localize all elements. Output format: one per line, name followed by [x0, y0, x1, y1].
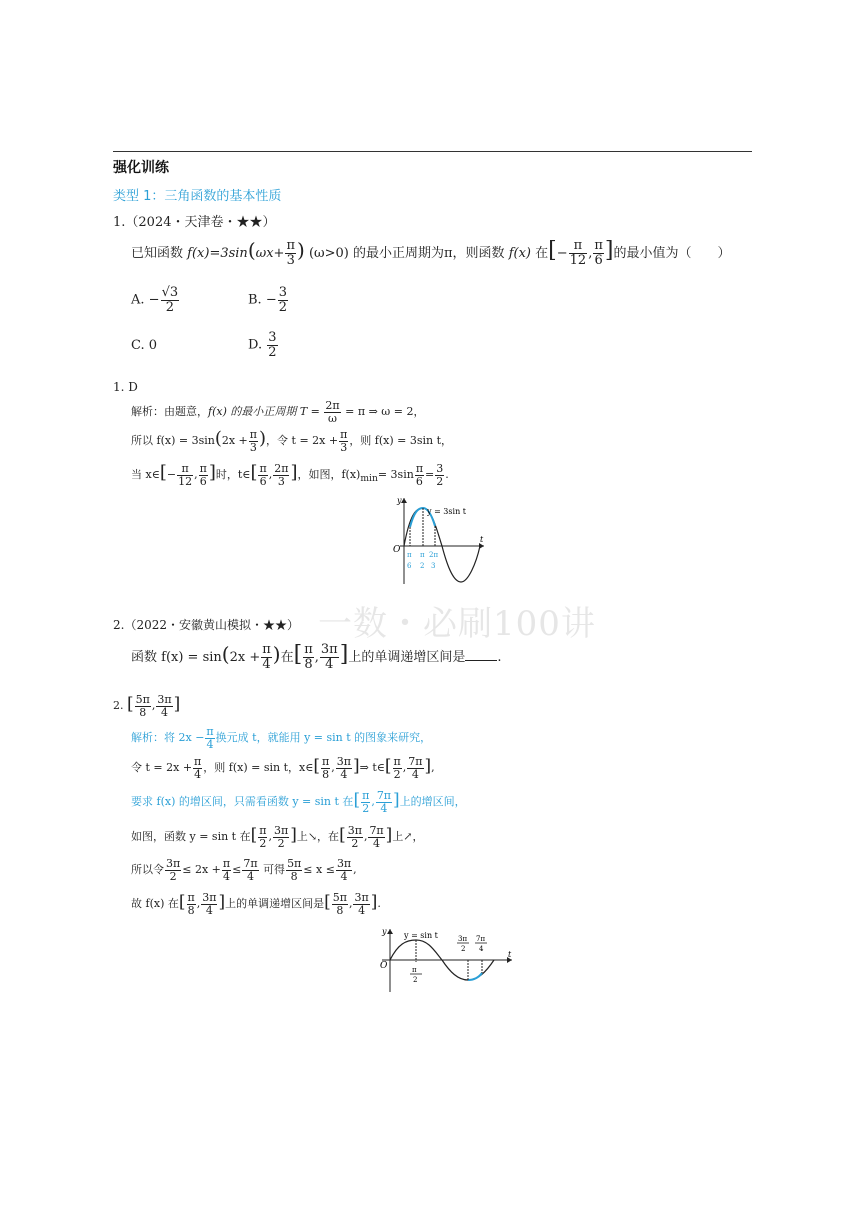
type-label: 类型 1：三角函数的基本性质: [113, 189, 282, 204]
t-label: t: [480, 535, 484, 544]
q2-header: 2.（2022・安徽黄山模拟・★★）: [113, 618, 299, 632]
tick-num: 2π: [429, 551, 439, 559]
tick-den: 2: [420, 562, 425, 570]
y-arrow: [401, 498, 407, 503]
t-label: t: [508, 950, 512, 959]
a2-answer: 2. [ $\frac{5\pi}{8}$ , $\frac{3\pi}{4}$ ]: [113, 693, 181, 719]
y-label: y: [382, 927, 387, 936]
a1-line3: 当 x∈[− $\frac{\pi}{12}$ , $\frac{\pi}{6}$ ]时，t∈[ $\frac{\pi}{6}$ , $\frac{2\pi}{3}$ ]，如图，$f(x)_{min}= 3\sin$ $\frac{\pi}{6}$ = $\frac{3}{2}$ .: [131, 461, 449, 488]
y-arrow: [387, 929, 393, 934]
curve-label: y = 3sin t: [427, 507, 466, 516]
section-title: 强化训练: [113, 160, 169, 176]
sine-curve: [404, 508, 480, 582]
q1-number: 1.: [113, 215, 126, 230]
tick-den: 2: [413, 976, 418, 984]
a2-line2: 令 t = 2x + $\frac{\pi}{4}$ ，则 f(x) = sin t，x∈[ $\frac{\pi}{8}$ , $\frac{3\pi}{4}$ ]⇒ t∈[ $\frac{\pi}{2}$ , $\frac{7\pi}{4}$ ],: [131, 755, 435, 781]
tick-num: π: [420, 551, 425, 559]
a2-sine-graph: [370, 926, 520, 994]
q1-option-a: A. − $\frac{√3}{2}$: [131, 285, 179, 315]
tick-num: 7π: [476, 935, 486, 943]
header-rule: [113, 151, 752, 152]
tick-den: 4: [479, 945, 484, 953]
a2-line6: 故 f(x) 在[ $\frac{\pi}{8}$ , $\frac{3\pi}{4}$ ]上的单调递增区间是[ $\frac{5\pi}{8}$ , $\frac{3\pi}{4}$ ].: [131, 891, 381, 917]
tick-den: 2: [461, 945, 466, 953]
highlight-arc: [468, 973, 482, 980]
answer-blank: [465, 660, 497, 661]
q1-option-c: C. 0: [131, 338, 158, 353]
tick-num: π: [407, 551, 412, 559]
q1-option-b: B. − $\frac{3}{2}$: [248, 285, 287, 315]
a2-hint3: 要求 f(x) 的增区间，只需看函数 y = sin t 在[ $\frac{\pi}{2}$ , $\frac{7\pi}{4}$ ]上的增区间，: [131, 789, 466, 815]
origin-label: O: [393, 545, 401, 555]
q1-source: （2024・天津卷・★★）: [125, 215, 276, 230]
tick-den: 6: [407, 562, 412, 570]
a1-sine-graph: [380, 494, 490, 586]
a1-line2: 所以 f(x) = 3sin(2x + $\frac{\pi}{3}$ )，令 t = 2x + $\frac{\pi}{3}$ ，则 f(x) = 3sin t，: [131, 427, 453, 454]
curve-label: y = sin t: [404, 931, 438, 940]
a2-hint1: 解析：将 2x − $\frac{\pi}{4}$ 换元成 t，就能用 y = sin t 的图象来研究，: [131, 725, 432, 751]
y-label: y: [397, 496, 402, 505]
q2-stem: 函数 f(x) = sin(2x + $\frac{\pi}{4}$ )在[ $\frac{\pi}{8}$ , $\frac{3\pi}{4}$ ]上的单调递增区间是 .: [131, 642, 502, 672]
tick-den: 3: [431, 562, 436, 570]
a2-line5: 所以令 $\frac{3\pi}{2}$ ≤ 2x + $\frac{\pi}{4}$ ≤ $\frac{7\pi}{4}$ 可得 $\frac{5\pi}{8}$ ≤ x ≤ $\frac{3\pi}{4}$ ,: [131, 857, 357, 883]
a2-line4: 如图，函数 y = sin t 在[ $\frac{\pi}{2}$ , $\frac{3\pi}{2}$ ]上↘，在[ $\frac{3\pi}{2}$ , $\frac{7\pi}{4}$ ]上↗，: [131, 824, 424, 850]
watermark: 一数・必刷100讲: [318, 604, 596, 644]
tick-num: 3π: [458, 935, 468, 943]
q1-header: [113, 211, 276, 230]
a1-answer: 1. D: [113, 380, 138, 394]
tick-num: π: [412, 966, 417, 974]
q1-stem: 已知函数 f(x)=3sin(ωx+ $\frac{\pi}{3}$ ) (ω>0) 的最小正周期为π，则函数 f(x) 在[− $\frac{\pi}{12}$ , $\frac{\pi}{6}$ ]的最小值为（ ）: [131, 238, 731, 268]
origin-label: O: [380, 961, 388, 971]
q1-option-d: D. $\frac{3}{2}$: [248, 330, 277, 360]
a1-line1: 解析：由题意，f(x) 的最小正周期 T = $\frac{2\pi}{\omega}$ = π ⇒ ω = 2，: [131, 399, 425, 425]
